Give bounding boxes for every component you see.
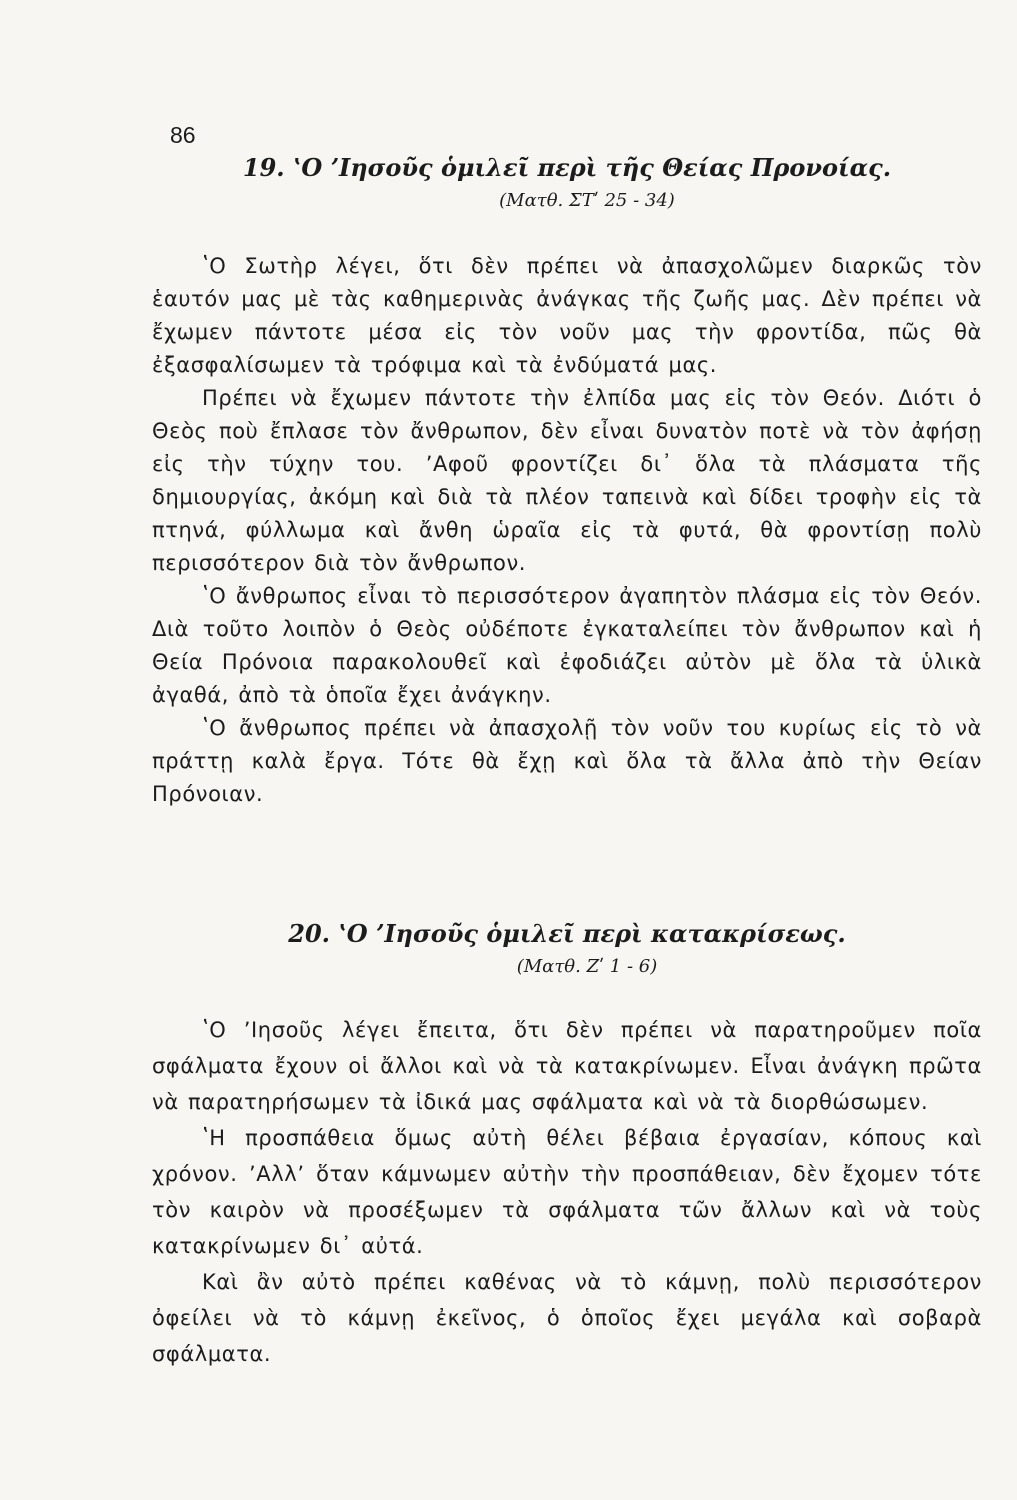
- section-heading: 19. ʽΟ ʼΙησοῦς ὁμιλεῖ περὶ τῆς Θείας Προνοίας.: [242, 153, 892, 182]
- paragraph: Πρέπει νὰ ἔχωμεν πάντοτε τὴν ἐλπίδα μας εἰς τὸν Θεόν. Διότι ὁ Θεὸς ποὺ ἔπλασε τὸν ἄνθρωπον, δὲν εἶναι δυνατὸν ποτὲ νὰ τὸν ἀφήσῃ εἰς τὴν τύχην του. ʼΑφοῦ φροντίζει δι᾽ ὅλα τὰ πλάσματα τῆς δημιουργίας, ἀκόμη καὶ διὰ τὰ πλέον ταπεινὰ καὶ δίδει τροφὴν εἰς τὰ πτηνά, φύλλωμα καὶ ἄνθη ὡραῖα εἰς τὰ φυτά, θὰ φροντίσῃ πολὺ περισσότερον διὰ τὸν ἄνθρωπον.: [152, 386, 982, 575]
- section-body: [152, 1012, 982, 1372]
- paragraph: ʽΟ ἄνθρωπος πρέπει νὰ ἀπασχολῇ τὸν νοῦν του κυρίως εἰς τὸ νὰ πράττῃ καλὰ ἔργα. Τότε θὰ ἔχῃ καὶ ὅλα τὰ ἄλλα ἀπὸ τὴν Θείαν Πρόνοιαν.: [152, 716, 982, 806]
- scripture-reference: (Ματθ. ΣΤʹ 25 - 34): [499, 190, 675, 211]
- paragraph: ʽΟ ʼΙησοῦς λέγει ἔπειτα, ὅτι δὲν πρέπει νὰ παρατηροῦμεν ποῖα σφάλματα ἔχουν οἱ ἄλλοι καὶ νὰ τὰ κατακρίνωμεν. Εἶναι ἀνάγκη πρῶτα νὰ παρατηρήσωμεν τὰ ἰδικά μας σφάλματα καὶ νὰ τὰ διορθώσωμεν.: [152, 1018, 982, 1114]
- section-20: [152, 918, 982, 1372]
- page-number: 86: [170, 122, 196, 148]
- section-body: [152, 250, 982, 811]
- paragraph: ʽΟ Σωτὴρ λέγει, ὅτι δὲν πρέπει νὰ ἀπασχολῶμεν διαρκῶς τὸν ἑαυτόν μας μὲ τὰς καθημερινὰς ἀνάγκας τῆς ζωῆς μας. Δὲν πρέπει νὰ ἔχωμεν πάντοτε μέσα εἰς τὸν νοῦν μας τὴν φροντίδα, πῶς θὰ ἐξασφαλίσωμεν τὰ τρόφιμα καὶ τὰ ἐνδύματά μας.: [152, 254, 982, 377]
- scripture-reference: (Ματθ. Ζʹ 1 - 6): [516, 956, 658, 977]
- section-19: [152, 152, 982, 811]
- section-heading: 20. ʽΟ ʼΙησοῦς ὁμιλεῖ περὶ κατακρίσεως.: [288, 919, 846, 948]
- paragraph: Καὶ ἂν αὐτὸ πρέπει καθένας νὰ τὸ κάμνῃ, πολὺ περισσότερον ὀφείλει νὰ τὸ κάμνῃ ἐκεῖνος, ὁ ὁποῖος ἔχει μεγάλα καὶ σοβαρὰ σφάλματα.: [152, 1270, 982, 1366]
- paragraph: ʽΟ ἄνθρωπος εἶναι τὸ περισσότερον ἀγαπητὸν πλάσμα εἰς τὸν Θεόν. Διὰ τοῦτο λοιπὸν ὁ Θεὸς οὐδέποτε ἐγκαταλείπει τὸν ἄνθρωπον καὶ ἡ Θεία Πρόνοια παρακολουθεῖ καὶ ἐφοδιάζει αὐτὸν μὲ ὅλα τὰ ὑλικὰ ἀγαθά, ἀπὸ τὰ ὁποῖα ἔχει ἀνάγκην.: [152, 584, 982, 707]
- paragraph: ʽΗ προσπάθεια ὅμως αὐτὴ θέλει βέβαια ἐργασίαν, κόπους καὶ χρόνον. ʼΑλλʼ ὅταν κάμνωμεν αὐτὴν τὴν προσπάθειαν, δὲν ἔχομεν τότε τὸν καιρὸν νὰ προσέξωμεν τὰ σφάλματα τῶν ἄλλων καὶ νὰ τοὺς κατακρίνωμεν δι᾽ αὐτά.: [152, 1126, 982, 1258]
